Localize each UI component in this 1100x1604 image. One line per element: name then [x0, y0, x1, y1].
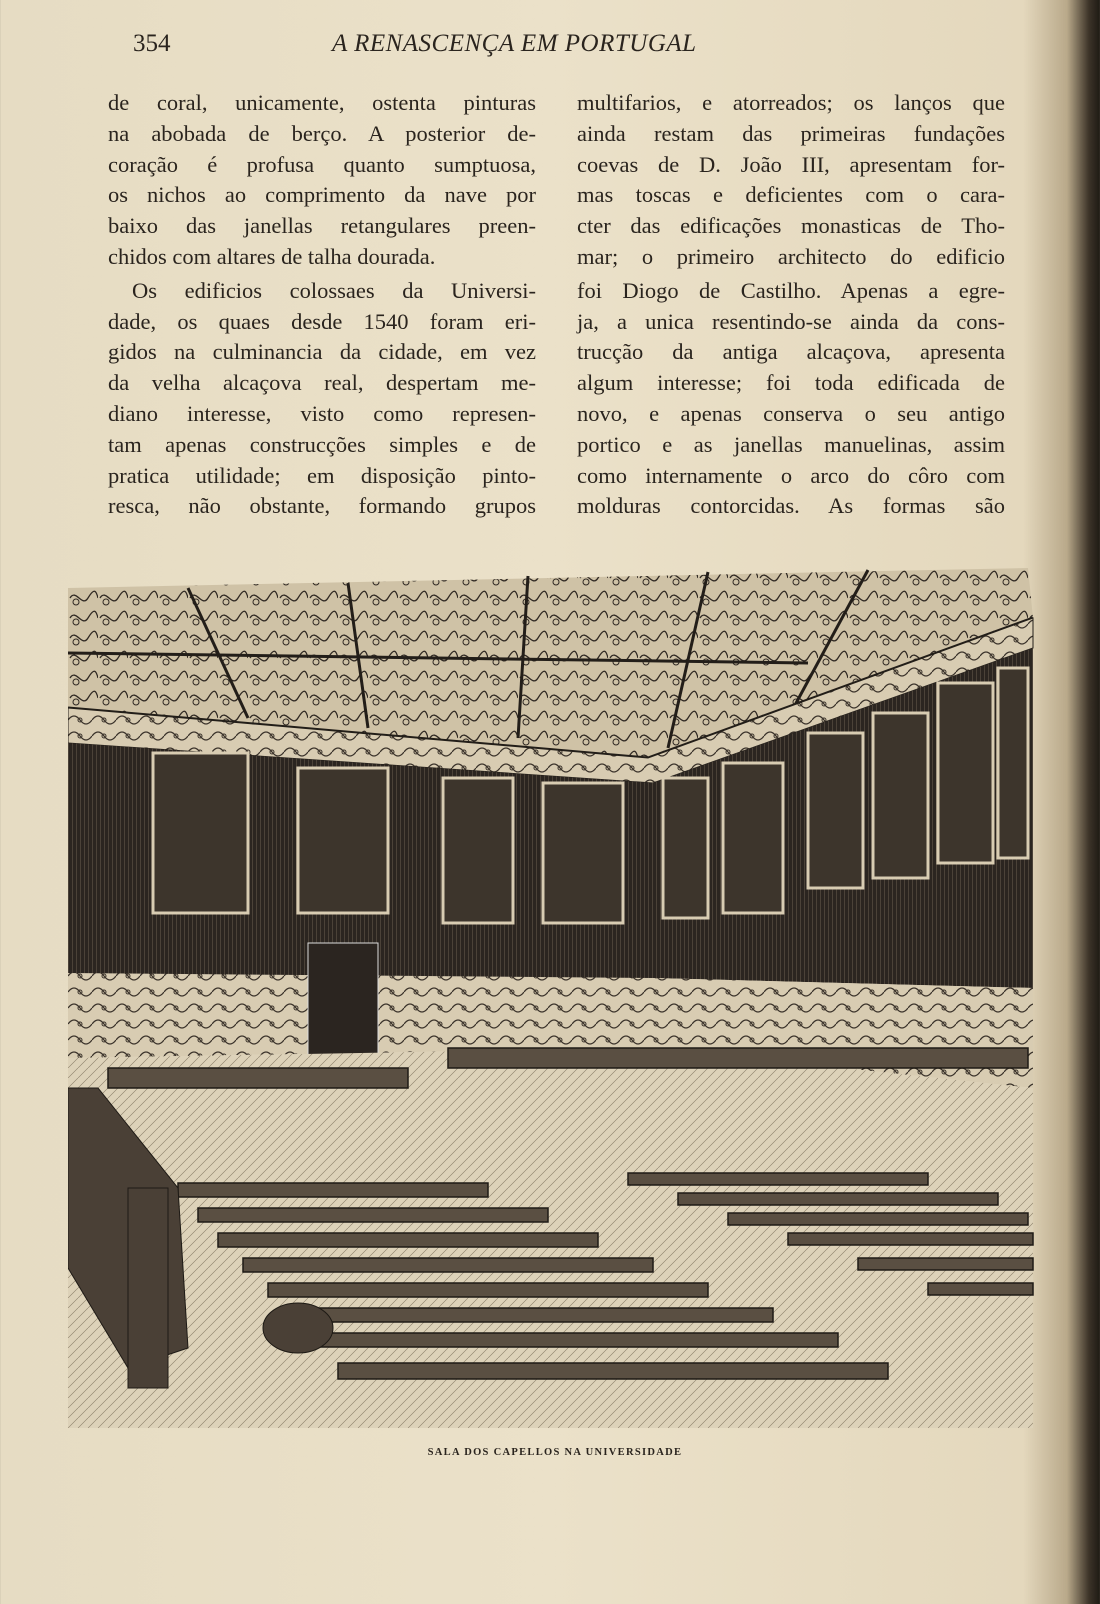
page-number: 354 [133, 30, 171, 57]
text-line: os nichos ao comprimento da nave por [108, 182, 536, 208]
text-line: mar; o primeiro architecto do edificio [577, 243, 1005, 269]
text-line: ja, a unica resentindo-se ainda da cons- [577, 308, 1005, 334]
text-line: de coral, unicamente, ostenta pinturas [108, 90, 536, 115]
text-line: gidos na culminancia da cidade, em vez [108, 339, 536, 365]
text-line: coevas de D. João III, apresentam for- [577, 151, 1005, 177]
text-line: molduras contorcidas. As formas são [577, 493, 1005, 519]
text-line: novo, e apenas conserva o seu antigo [577, 400, 1005, 426]
text-line: diano interesse, visto como represen- [108, 400, 536, 426]
text-line: trucção da antiga alcaçova, apresenta [577, 339, 1005, 365]
text-line: resca, não obstante, formando grupos [108, 493, 536, 519]
text-line: coração é profusa quanto sumptuosa, [108, 151, 536, 177]
text-line: tam apenas construcções simples e de [108, 431, 536, 457]
text-line: algum interesse; foi toda edificada de [577, 370, 1005, 396]
text-line: multifarios, e atorreados; os lanços que [577, 90, 1005, 115]
text-line: pratica utilidade; em disposição pinto- [108, 462, 536, 488]
illustration-caption: SALA DOS CAPELLOS NA UNIVERSIDADE [427, 1447, 683, 1458]
text-line: Os edificios colossaes da Universi- [132, 277, 536, 303]
text-line: foi Diogo de Castilho. Apenas a egre- [577, 277, 1005, 303]
text-line: portico e as janellas manuelinas, assim [577, 431, 1005, 457]
text-line: como internamente o arco do côro com [577, 462, 1005, 488]
text-line: dade, os quaes desde 1540 foram eri- [108, 308, 536, 334]
text-line: na abobada de berço. A posterior de- [108, 120, 536, 146]
engraving-illustration [68, 568, 1038, 1428]
text-line: baixo das janellas retangulares preen- [108, 213, 536, 239]
running-title: A RENASCENÇA EM PORTUGAL [332, 30, 697, 57]
text-line: chidos com altares de talha dourada. [108, 243, 436, 269]
right-text-column [577, 88, 1005, 522]
text-line: cter das edificações monasticas de Tho- [577, 213, 1005, 239]
text-line: da velha alcaçova real, despertam me- [108, 370, 536, 396]
text-line: ainda restam das primeiras fundações [577, 120, 1005, 146]
text-line: mas toscas e deficientes com o cara- [577, 182, 1005, 208]
left-text-column [108, 88, 536, 522]
